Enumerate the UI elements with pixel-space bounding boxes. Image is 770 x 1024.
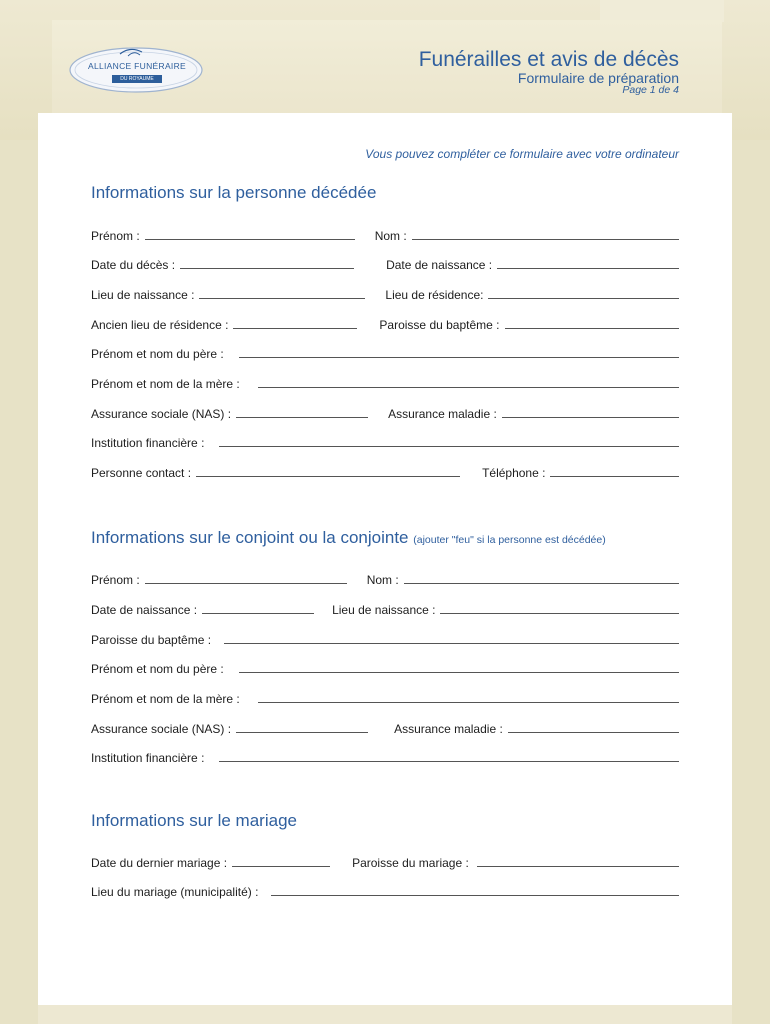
field-prenom[interactable] xyxy=(145,230,355,240)
section-title-spouse-text: Informations sur le conjoint ou la conjointe xyxy=(91,528,409,547)
form-page xyxy=(38,113,732,1005)
label-institution: Institution financière : xyxy=(91,436,205,450)
label-spouse-prenom: Prénom : xyxy=(91,573,140,587)
field-lieu-residence[interactable] xyxy=(488,289,679,299)
label-nom: Nom : xyxy=(374,229,407,243)
field-mere[interactable] xyxy=(258,378,679,388)
form-note: Vous pouvez compléter ce formulaire avec votre ordinateur xyxy=(365,147,679,161)
field-paroisse-bapteme[interactable] xyxy=(505,319,680,329)
field-ancien-lieu[interactable] xyxy=(233,319,357,329)
field-date-mariage[interactable] xyxy=(232,857,330,867)
header-tab xyxy=(600,0,724,22)
label-paroisse-bapteme: Paroisse du baptême : xyxy=(379,318,500,332)
label-date-deces: Date du décès : xyxy=(91,258,176,272)
field-spouse-institution[interactable] xyxy=(219,752,679,762)
label-lieu-residence: Lieu de résidence: xyxy=(385,288,484,302)
field-spouse-mere[interactable] xyxy=(258,693,679,703)
page-bottom-strip xyxy=(38,1005,732,1024)
row-mere xyxy=(91,375,679,391)
label-spouse-institution: Institution financière : xyxy=(91,751,205,765)
page-number: Page 1 de 4 xyxy=(622,84,679,96)
label-assurance-maladie: Assurance maladie : xyxy=(388,407,497,421)
label-date-naissance: Date de naissance : xyxy=(386,258,493,272)
row-institution xyxy=(91,434,679,450)
logo-text-sub: DU ROYAUME xyxy=(112,75,162,83)
label-nas: Assurance sociale (NAS) : xyxy=(91,407,232,421)
label-spouse-nas: Assurance sociale (NAS) : xyxy=(91,722,232,736)
field-nas[interactable] xyxy=(236,408,368,418)
field-spouse-prenom[interactable] xyxy=(145,574,347,584)
field-lieu-mariage[interactable] xyxy=(271,886,679,896)
document-subtitle: Formulaire de préparation xyxy=(517,70,679,86)
label-spouse-lieu-naissance: Lieu de naissance : xyxy=(332,603,436,617)
row-mariage xyxy=(91,854,679,870)
label-spouse-nom: Nom : xyxy=(366,573,399,587)
label-spouse-date-naissance: Date de naissance : xyxy=(91,603,198,617)
row-assurances xyxy=(91,405,679,421)
field-date-deces[interactable] xyxy=(180,259,354,269)
label-spouse-paroisse-bapteme: Paroisse du baptême : xyxy=(91,633,212,647)
row-pere xyxy=(91,345,679,361)
row-contact xyxy=(91,464,679,480)
label-ancien-lieu: Ancien lieu de résidence : xyxy=(91,318,229,332)
field-institution[interactable] xyxy=(219,437,679,447)
row-spouse-institution xyxy=(91,749,679,765)
field-spouse-date-naissance[interactable] xyxy=(202,604,314,614)
label-spouse-assurance-maladie: Assurance maladie : xyxy=(394,722,503,736)
label-date-mariage: Date du dernier mariage : xyxy=(91,856,228,870)
section-title-marriage: Informations sur le mariage xyxy=(91,811,297,830)
label-spouse-mere: Prénom et nom de la mère : xyxy=(91,692,240,706)
row-spouse-mere xyxy=(91,690,679,706)
field-spouse-lieu-naissance[interactable] xyxy=(440,604,679,614)
label-telephone: Téléphone : xyxy=(482,466,546,480)
label-spouse-pere: Prénom et nom du père : xyxy=(91,662,224,676)
field-spouse-nom[interactable] xyxy=(404,574,679,584)
field-spouse-pere[interactable] xyxy=(239,663,679,673)
label-lieu-naissance: Lieu de naissance : xyxy=(91,288,195,302)
row-spouse-prenom-nom xyxy=(91,571,679,587)
section-title-spouse-note: (ajouter "feu" si la personne est décédée) xyxy=(413,534,606,546)
row-spouse-paroisse xyxy=(91,631,679,647)
label-mere: Prénom et nom de la mère : xyxy=(91,377,240,391)
row-ancien-paroisse xyxy=(91,316,679,332)
field-spouse-paroisse-bapteme[interactable] xyxy=(224,634,679,644)
row-lieu-mariage xyxy=(91,883,679,899)
field-spouse-nas[interactable] xyxy=(236,723,368,733)
label-pere: Prénom et nom du père : xyxy=(91,347,224,361)
field-contact[interactable] xyxy=(196,467,460,477)
field-assurance-maladie[interactable] xyxy=(502,408,679,418)
field-nom[interactable] xyxy=(412,230,679,240)
row-dates xyxy=(91,256,679,272)
section-title-spouse xyxy=(91,528,606,548)
logo-text-main: ALLIANCE FUNÉRAIRE xyxy=(88,61,186,71)
field-paroisse-mariage[interactable] xyxy=(477,857,679,867)
row-lieux xyxy=(91,286,679,302)
label-prenom: Prénom : xyxy=(91,229,140,243)
row-prenom-nom xyxy=(91,227,679,243)
field-spouse-assurance-maladie[interactable] xyxy=(508,723,679,733)
label-paroisse-mariage: Paroisse du mariage : xyxy=(352,856,469,870)
field-pere[interactable] xyxy=(239,348,679,358)
label-contact: Personne contact : xyxy=(91,466,192,480)
row-spouse-naissance xyxy=(91,601,679,617)
document-title: Funérailles et avis de décès xyxy=(418,48,679,71)
field-telephone[interactable] xyxy=(550,467,679,477)
field-date-naissance[interactable] xyxy=(497,259,679,269)
field-lieu-naissance[interactable] xyxy=(199,289,365,299)
label-lieu-mariage: Lieu du mariage (municipalité) : xyxy=(91,885,259,899)
row-spouse-pere xyxy=(91,660,679,676)
section-title-deceased: Informations sur la personne décédée xyxy=(91,183,377,202)
row-spouse-assurances xyxy=(91,720,679,736)
